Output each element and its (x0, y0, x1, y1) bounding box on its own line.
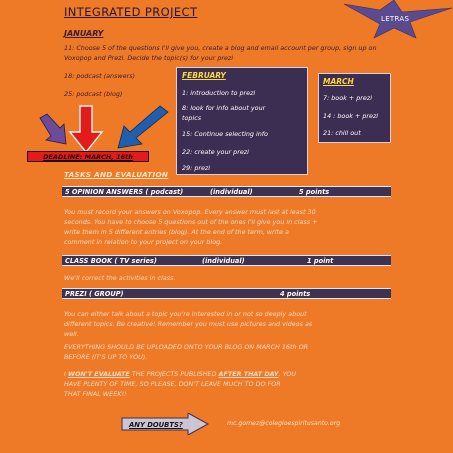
warning-text (64, 369, 394, 399)
opinion-bar-type: (individual) (210, 188, 253, 196)
class-book-bar (62, 255, 391, 266)
star-label: LETRAS (381, 15, 410, 23)
february-item: 22: create your prezi (182, 148, 249, 156)
text-line: You must record your answers on Voxopop. Every answer must last at least 30 (64, 208, 316, 216)
text-line: You can either talk about a topic you're interested in or not so deeply about (64, 310, 307, 318)
text-line: different topics. Be creative! Remember you must use pictures and videos as (64, 320, 313, 328)
february-item: topics (182, 114, 202, 122)
warning-emphasis: WON'T EVALUATE (67, 370, 130, 378)
book-text: We'll correct the activities in class. (64, 274, 176, 282)
text-line: HAVE PLENTY OF TIME, SO PLEASE, DON'T LEAVE MUCH TO DO FOR (64, 380, 281, 388)
deadline-banner (27, 151, 149, 162)
prezi-text (64, 309, 394, 339)
january-intro: 11: Choose 5 of the questions I'll give you, create a blog and email account per group, sign up on Voxopop and Prezi. Decide the topic(s) for your prezi (64, 44, 377, 62)
arrows-graphic (30, 104, 180, 154)
february-box (176, 67, 308, 175)
purple-arrow-icon (40, 114, 66, 144)
january-item-2: 25: podcast (blog) (64, 90, 123, 98)
text-line: comment in relation to your project on your blog. (64, 238, 223, 246)
blue-arrow-icon (118, 106, 168, 148)
book-bar-type: (individual) (202, 257, 245, 265)
text-line: well. (64, 330, 79, 338)
february-item: 29: prezi (182, 164, 211, 172)
text-line: EVERYTHING SHOULD BE UPLOADED ONTO YOUR BLOG ON MARCH 16th OR (64, 343, 309, 351)
february-item: 15: Continue selecting info (182, 130, 268, 138)
upload-text (64, 342, 394, 362)
deadline-label: DEADLINE: MARCH, 16th (43, 153, 133, 161)
warning-emphasis: AFTER THAT DAY (218, 370, 279, 378)
opinion-text (64, 207, 394, 247)
march-box (318, 73, 391, 143)
opinion-bar-points: 5 points (299, 188, 330, 196)
prezi-bar (62, 288, 391, 299)
text-line (64, 369, 394, 379)
warning-pre: I (64, 370, 68, 378)
march-title: MARCH (323, 77, 354, 86)
contact-email[interactable]: mc.gomez@colegioespiritusanto.org (227, 420, 341, 427)
prezi-bar-name: PREZI ( GROUP) (65, 290, 124, 298)
warning-mid: THE PROJECTS PUBLISHED (129, 370, 219, 378)
opinion-answers-bar (62, 186, 391, 197)
february-item: 1: introduction to prezi (182, 89, 256, 97)
march-item: 14 : book + prezi (323, 112, 379, 120)
warning-post: . YOU (278, 370, 297, 378)
page-title: INTEGRATED PROJECT (64, 5, 198, 19)
red-arrow-icon (70, 106, 102, 152)
february-item: 8: look for info about your (182, 104, 266, 112)
opinion-bar-name: 5 OPINION ANSWERS ( podcast) (65, 188, 184, 196)
text-line: seconds. You have to choose 5 questions out of the ones I'll give you in class + (64, 218, 318, 226)
tasks-title: TASKS AND EVALUATION (64, 170, 169, 179)
text-line: BEFORE (IT'S UP TO YOU). (64, 353, 148, 361)
january-item-1: 18: podcast (answers) (64, 72, 136, 80)
book-bar-name: CLASS BOOK ( TV series) (65, 257, 157, 265)
text-line: THAT FINAL WEEK!! (64, 390, 127, 398)
march-item: 21: chill out (323, 129, 361, 137)
prezi-bar-points: 4 points (280, 290, 311, 298)
march-item: 7: book + prezi (323, 94, 372, 102)
january-title: JANUARY (64, 29, 104, 38)
text-line: write them in 5 different entries (blog). At the end of the term, write a (64, 228, 289, 236)
any-doubts-label: ANY DOUBTS? (129, 421, 183, 429)
february-title: FEBRUARY (182, 71, 226, 80)
book-bar-points: 1 point (307, 257, 334, 265)
